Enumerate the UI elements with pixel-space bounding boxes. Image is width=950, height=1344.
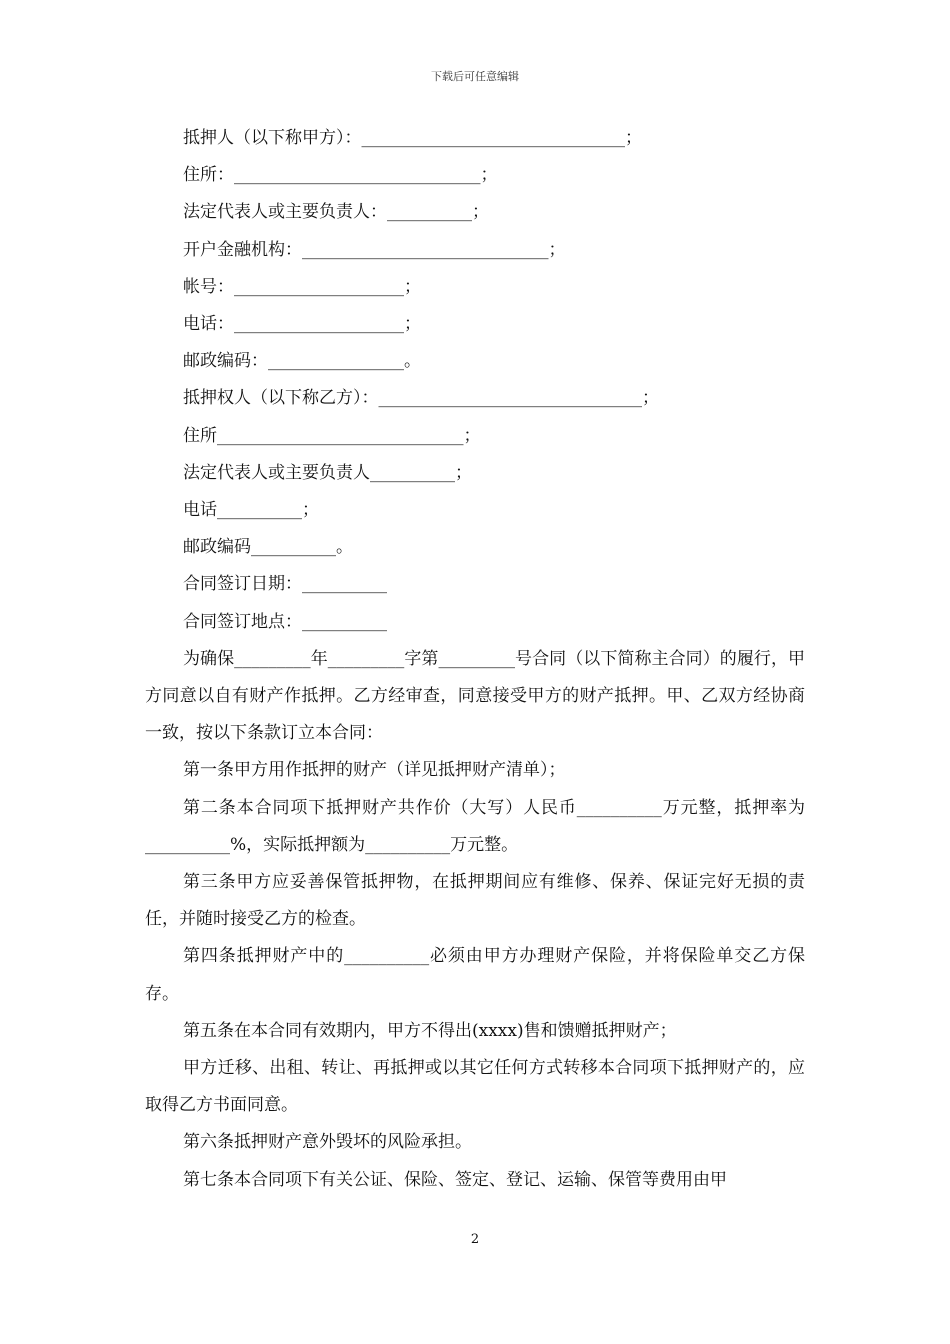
field-mortgagor-account: 帐号：____________________； (183, 276, 421, 297)
paragraph-article-3: 第三条甲方应妥善保管抵押物，在抵押期间应有维修、保养、保证完好无损的责任，并随时接受乙方的检查。 (145, 872, 805, 930)
page-header: 下载后可任意编辑 (431, 70, 519, 83)
field-mortgagee-address: 住所_____________________________； (183, 425, 481, 446)
field-mortgagor-phone: 电话：____________________； (183, 314, 421, 335)
paragraph-article-5: 第五条在本合同有效期内，甲方不得出(xxxx)售和馈赠抵押财产； (183, 1020, 677, 1041)
field-mortgagor-representative: 法定代表人或主要负责人：__________； (183, 202, 489, 223)
paragraph-article-6: 第六条抵押财产意外毁坏的风险承担。 (183, 1132, 472, 1153)
field-mortgagee-postcode: 邮政编码__________。 (183, 537, 353, 558)
paragraph-article-1: 第一条甲方用作抵押的财产（详见抵押财产清单）； (183, 760, 566, 781)
paragraph-article-5-cont: 甲方迁移、出租、转让、再抵押或以其它任何方式转移本合同项下抵押财产的，应取得乙方书面同意。 (145, 1058, 805, 1116)
field-mortgagee-representative: 法定代表人或主要负责人__________； (183, 462, 472, 483)
field-sign-place: 合同签订地点：__________ (183, 611, 387, 632)
field-sign-date: 合同签订日期：__________ (183, 574, 387, 595)
field-mortgagor-address: 住所：_____________________________； (183, 165, 498, 186)
paragraph-article-2: 第二条本合同项下抵押财产共作价（大写）人民币__________万元整，抵押率为__________%，实际抵押额为__________万元整。 (145, 797, 805, 855)
paragraph-article-7: 第七条本合同项下有关公证、保险、签定、登记、运输、保管等费用由甲 (183, 1169, 727, 1190)
field-mortgagor: 抵押人（以下称甲方）：_______________________________； (183, 128, 642, 148)
paragraph-article-4: 第四条抵押财产中的__________必须由甲方办理财产保险，并将保险单交乙方保存。 (145, 946, 805, 1004)
page-number: 2 (470, 1232, 480, 1247)
field-mortgagee-phone: 电话__________； (183, 500, 319, 521)
field-mortgagor-postcode: 邮政编码：________________。 (183, 351, 421, 372)
paragraph-preamble: 为确保_________年_________字第_________号合同（以下简称主合同）的履行，甲方同意以自有财产作抵押。乙方经审查，同意接受甲方的财产抵押。甲、乙双方经协商一致，按以下条款订立本合同： (145, 648, 805, 744)
field-mortgagor-bank: 开户金融机构：_____________________________； (183, 239, 566, 260)
document-body (145, 120, 805, 1199)
field-mortgagee: 抵押权人（以下称乙方）：_______________________________； (183, 388, 659, 409)
